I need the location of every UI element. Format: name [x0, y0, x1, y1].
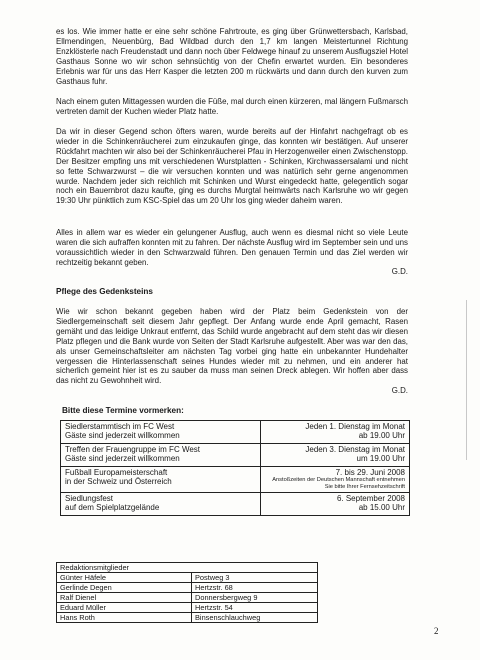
heading-memorial: Pflege des Gedenksteins: [56, 287, 153, 296]
table-row: [57, 613, 318, 623]
paragraph-smokehouse: Da wir in dieser Gegend schon öfters waren, wurde bereits auf der Hinfahrt nachgefragt ob es wieder in die Schinkenräucherei zum einzukaufen ginge, das konnten wir bestätigen. Auf unserer Rückfahrt machten wir also bei der Schinkenräucherei Pfau in Herzogenweiler einen Zwischenstopp. Der Besitzer empfing uns mit verschiedenen Wurstplatten - Schinken, Kirchwassersalami und nicht so fette Schwarzwurst – die wir versuchen konnten und was natürlich sehr gerne angenommen wurde. Nachdem jeder sich reichlich mit Schinken und Wurst eingedeckt hatte, gelegentlich sogar noch ein Bauernbrot dazu kaufte, ging es durchs Murgtal heimwärts nach Karlsruhe wo wir gegen 19:30 Uhr pünktlich zum KSC-Spiel das um 20 Uhr los ging wieder daheim waren.: [56, 127, 408, 206]
paragraph-summary: Alles in allem war es wieder ein gelungener Ausflug, auch wenn es diesmal nicht so viele Leute waren die sich aufraffen konnten mit zu fahren. Der nächste Ausflug wird im September sein und uns voraussichtlich wieder in den Schwarzwald führen. Den genauen Termin und das Ziel werden wir rechtzeitig bekannt geben.: [56, 228, 408, 267]
page-number: 2: [434, 626, 439, 636]
paragraph-route: es los. Wie immer hatte er eine sehr schöne Fahrtroute, es ging über Grünwettersbach, Karlsbad, Ellmendingen, Neuenbürg, Bad Wildbad durch den 1,7 km langen Meistertunnel Richtung Enzklösterle nach Freudenstadt und dann noch über Feldwege hinauf zu unserem Ausflugsziel Hotel Gasthaus Sonne wo wir schon sehnsüchtig von der Chefin erwartet wurden. Ein besonderes Erlebnis war für uns das Herr Kasper die letzten 200 m rückwärts und dann durch den kurven zum Gasthaus fuhr.: [56, 27, 408, 86]
editorial-header: Redaktionsmitglieder: [57, 563, 318, 573]
staff-name: Gerlinde Degen: [57, 583, 192, 593]
paragraph-memorial: Wie wir schon bekannt gegeben haben wird der Platz beim Gedenkstein von der Siedlergemeinschaft seit diesem Jahr gepflegt. Der Anfang wurde ende April gemacht, Rasen gemäht und das leidige Unkraut entfernt, das Schild wurde angebracht auf dem steht das wir diesen Platz pflegen und die Bank wurde von Seiten der Stadt Karlsruhe aufgestellt. Aber was war den das, als unser Gemeinschaftsleiter am nächsten Tag vorbei ging hatte ein unbekannter Hundehalter vergessen die Hinterlassenschaft seines Hundes wieder mit zu nehmen, und ein anderer hat sicherlich gemeint hier ist es zu sauber da muss man seinen Dreck ablegen. Wir hoffen aber dass das nicht zu Gewohnheit wird.: [56, 307, 408, 386]
table-row: [57, 593, 318, 603]
table-row: [57, 583, 318, 593]
staff-street: Donnersbergweg 9: [192, 593, 318, 603]
events-table: [60, 420, 410, 516]
staff-street: Postweg 3: [192, 573, 318, 583]
staff-street: Hertzstr. 68: [192, 583, 318, 593]
staff-name: Ralf Dienel: [57, 593, 192, 603]
staff-name: Hans Roth: [57, 613, 192, 623]
table-row: [61, 421, 410, 444]
event-date: 6. September 2008 ab 15.00 Uhr: [261, 493, 410, 516]
editorial-table: [56, 562, 318, 623]
paragraph-lunch: Nach einem guten Mittagessen wurden die Füße, mal durch einen kürzeren, mal längern Fußmarsch vertreten damit der Kuchen wieder Platz hatte.: [56, 97, 408, 116]
event-description: Siedlungsfest auf dem Spielplatzgelände: [61, 493, 261, 516]
event-description: Fußball Europameisterschaft in der Schweiz und Österreich: [61, 467, 261, 493]
scan-edge-line: [466, 300, 467, 460]
table-row: [57, 603, 318, 613]
table-row: [61, 493, 410, 516]
signature-second: G.D.: [391, 386, 408, 395]
table-row: [61, 444, 410, 467]
table-row: [61, 467, 410, 493]
event-description: Siedlerstammtisch im FC West Gäste sind jederzeit willkommen: [61, 421, 261, 444]
table-row: [57, 573, 318, 583]
staff-street: Binsenschlauchweg: [192, 613, 318, 623]
event-date: Jeden 3. Dienstag im Monat um 19.00 Uhr: [261, 444, 410, 467]
staff-street: Hertzstr. 54: [192, 603, 318, 613]
signature-first: G.D.: [391, 267, 408, 276]
staff-name: Günter Häfele: [57, 573, 192, 583]
table-row: [57, 563, 318, 573]
staff-name: Eduard Müller: [57, 603, 192, 613]
event-date: Jeden 1. Dienstag im Monat ab 19.00 Uhr: [261, 421, 410, 444]
heading-dates: Bitte diese Termine vormerken:: [62, 406, 184, 415]
event-description: Treffen der Frauengruppe im FC West Gäste sind jederzeit willkommen: [61, 444, 261, 467]
event-date: 7. bis 29. Juni 2008 Anstoßzeiten der Deutschen Mannschaft entnehmen Sie bitte Ihrer Fernsehzeitschrift: [261, 467, 410, 493]
